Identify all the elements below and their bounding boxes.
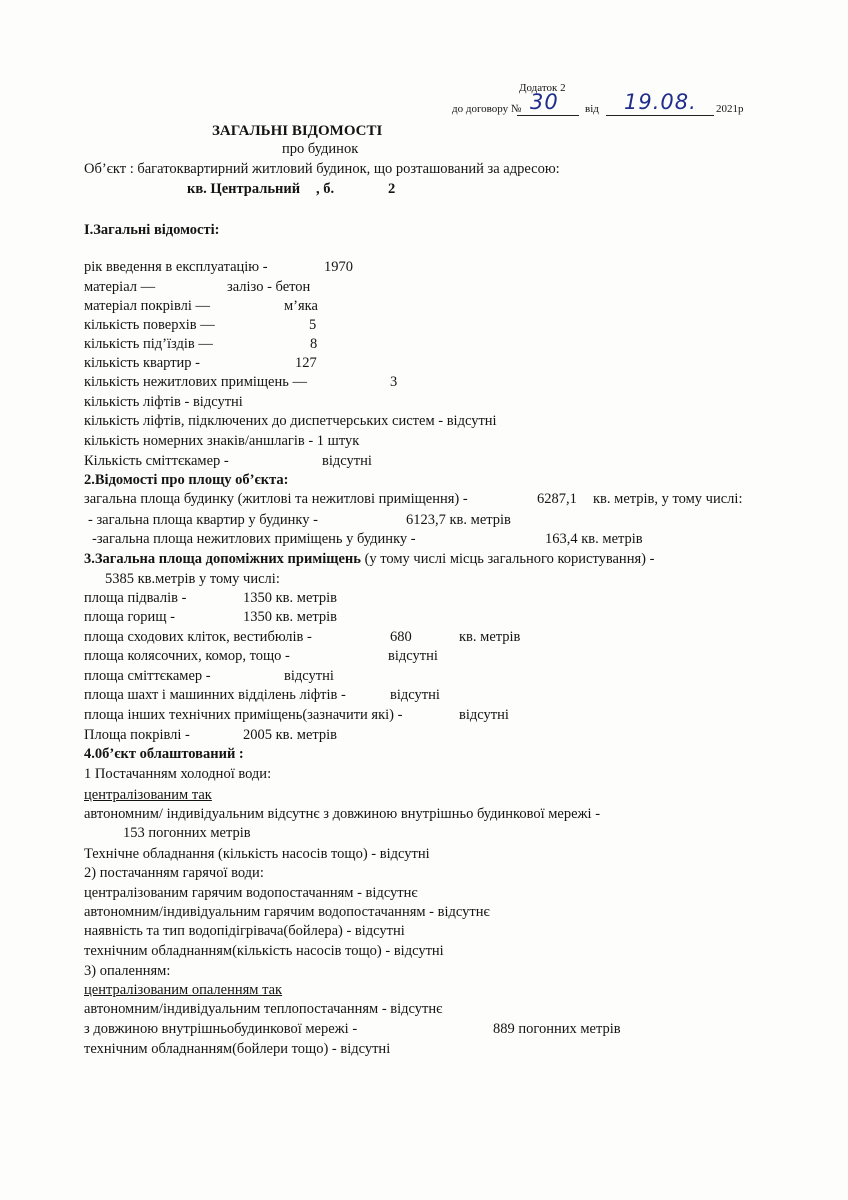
hot-water-equipment: технічним обладнанням(кількість насосів тощо) - відсутні [84,943,444,959]
year-label: рік введення в експлуатацію - [84,259,268,275]
cold-water-length: 153 погонних метрів [123,825,251,841]
contract-number: 30 [530,90,559,114]
elevators-dispatch: кількість ліфтів, підключених до диспетчерських систем - відсутні [84,413,497,429]
appendix-label: Додаток 2 [519,82,566,94]
heating-central: централізованим опаленням так [84,982,283,998]
total-area-unit: кв. метрів, у тому числі: [593,491,743,507]
nonresidential-label: кількість нежитлових приміщень — [84,374,307,390]
number-signs: кількість номерних знаків/аншлагів - 1 штук [84,433,360,449]
apartments-label: кількість квартир - [84,355,200,371]
aux-total: 5385 кв.метрів у тому числі: [105,571,280,587]
garbage-area-value: відсутні [284,668,334,684]
entrances-label: кількість під’їздів — [84,336,213,352]
heating-length-value: 889 погонних метрів [493,1021,621,1037]
roof-area-value: 2005 кв. метрів [243,727,338,743]
hot-water-boiler: наявність та тип водопідігрівача(бойлера) - відсутні [84,923,405,939]
garbage-area-label: площа сміттєкамер - [84,668,211,684]
roof-material-label: матеріал покрівлі — [84,298,210,314]
cold-water-equipment: Технічне обладнання (кількість насосів тощо) - відсутні [84,846,430,862]
contract-year: 2021р [716,103,744,115]
roof-area-label: Площа покрівлі - [84,727,190,743]
shafts-value: відсутні [390,687,440,703]
floors-label: кількість поверхів — [84,317,215,333]
basements-label: площа підвалів - [84,590,187,606]
hot-water-central: централізованим гарячим водопостачанням - відсутнє [84,885,418,901]
apartments-area-value: 6123,7 кв. метрів [406,512,511,528]
apartments-area-label: - загальна площа квартир у будинку - [88,512,318,528]
attics-value: 1350 кв. метрів [243,609,338,625]
stairs-label: площа сходових кліток, вестибюлів - [84,629,312,645]
contract-prefix: до договору № [452,103,522,115]
cold-water-autonomous: автономним/ індивідуальним відсутнє з довжиною внутрішньо будинкової мережі - [84,806,601,822]
equipment-heading: 4.0б’єкт облаштований : [84,746,244,762]
address-building-number: 2 [388,181,396,197]
other-rooms-label: площа інших технічних приміщень(зазначити які) - [84,707,403,723]
other-rooms-value: відсутні [459,707,509,723]
entrances-value: 8 [310,336,318,352]
address-building-label: , б. [316,181,335,197]
stroller-rooms-value: відсутні [388,648,438,664]
stroller-rooms-label: площа колясочних, комор, тощо - [84,648,290,664]
hot-water-heading: 2) постачанням гарячої води: [84,865,264,881]
date-prefix: від [585,103,599,115]
contract-number-line [517,115,579,116]
cold-water-central: централізованим так [84,787,212,803]
year-value: 1970 [324,259,353,275]
nonresidential-area-value: 163,4 кв. метрів [545,531,643,547]
total-area-value: 6287,1 [537,491,577,507]
hot-water-autonomous: автономним/індивідуальним гарячим водопостачанням - відсутнє [84,904,490,920]
garbage-rooms-label: Кількість сміттєкамер - [84,453,229,469]
general-heading: І.Загальні відомості: [84,222,220,238]
cold-water-heading: 1 Постачанням холодної води: [84,766,272,782]
contract-date: 19.08. [624,90,697,114]
attics-label: площа горищ - [84,609,175,625]
garbage-rooms-value: відсутні [322,453,372,469]
elevators-count: кількість ліфтів - відсутні [84,394,243,410]
heating-length-label: з довжиною внутрішньобудинкової мережі - [84,1021,358,1037]
apartments-value: 127 [295,355,317,371]
heating-equipment: технічним обладнанням(бойлери тощо) - відсутні [84,1041,391,1057]
material-value: залізо - бетон [227,279,311,295]
nonresidential-value: 3 [390,374,398,390]
heating-autonomous: автономним/індивідуальним теплопостачанням - відсутнє [84,1001,443,1017]
shafts-label: площа шахт і машинних відділень ліфтів - [84,687,346,703]
heating-heading: 3) опаленням: [84,963,171,979]
aux-heading [84,550,654,568]
roof-material-value: м’яка [284,298,318,314]
material-label: матеріал — [84,279,156,295]
aux-heading-rest: (у тому числі місць загального користування) - [364,551,655,567]
object-description: Об’єкт : багатоквартирний житловий будинок, що розташований за адресою: [84,161,560,177]
nonresidential-area-label: -загальна площа нежитлових приміщень у будинку - [92,531,416,547]
contract-date-line [606,115,714,116]
floors-value: 5 [309,317,317,333]
aux-heading-bold: 3.Загальна площа допоміжних приміщень [84,551,361,567]
total-area-label: загальна площа будинку (житлові та нежитлові приміщення) - [84,491,468,507]
stairs-value: 680 [390,629,412,645]
stairs-unit: кв. метрів [459,629,521,645]
document-title: ЗАГАЛЬНІ ВІДОМОСТІ [212,123,383,139]
address-street: кв. Центральний [187,181,301,197]
basements-value: 1350 кв. метрів [243,590,338,606]
document-subtitle: про будинок [282,141,359,157]
area-heading: 2.Відомості про площу об’єкта: [84,472,289,488]
